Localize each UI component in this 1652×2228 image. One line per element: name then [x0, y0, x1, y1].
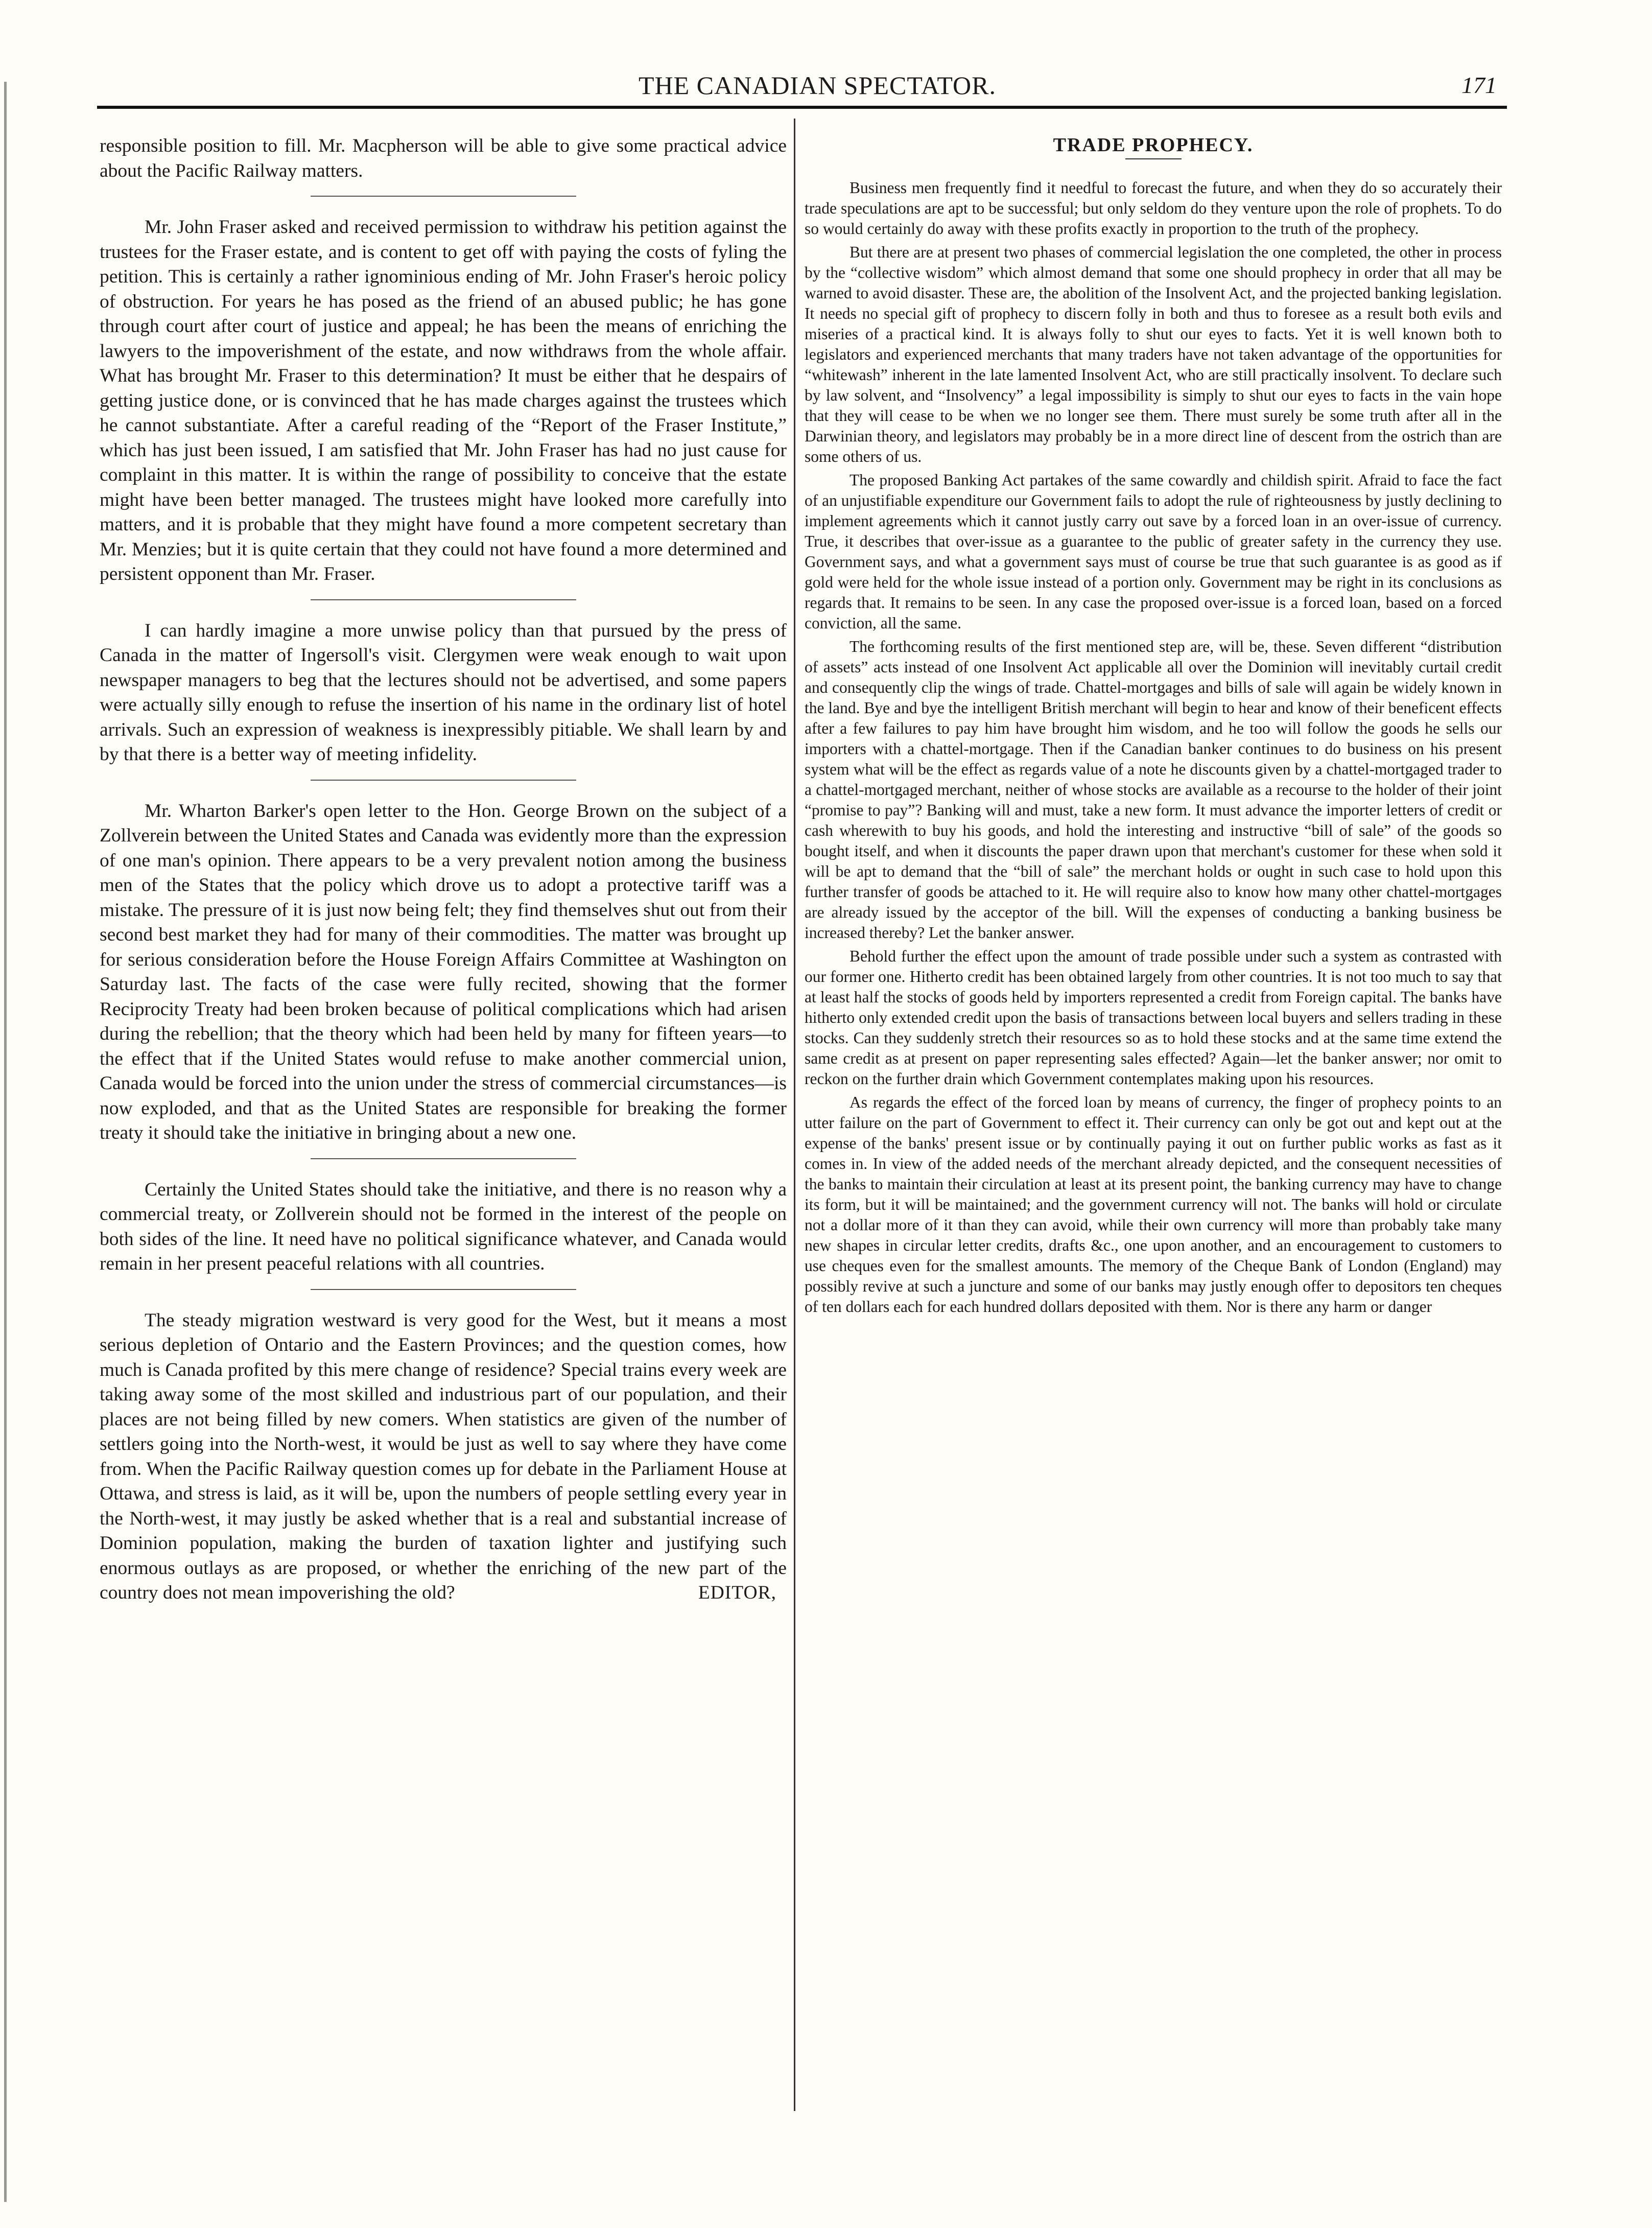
editorial-column: [100, 134, 787, 2106]
paragraph-continuation: responsible position to fill. Mr. Macpherson will be able to give some practical advice about the Pacific Railway matters.: [100, 135, 787, 181]
paragraph-forced-loan: As regards the effect of the forced loan by means of currency, the finger of prophecy points to an utter failure on the part of Government to effect it. Their currency can only be got out and kept out at the expense of the banks' present issue or by continually paying it out on further public works as fast as it comes in. In view of the added needs of the merchant already depicted, and the consequent necessities of the banks to maintain their circulation at least at its present point, the banking currency may have to change its form, but it will be maintained; and the government currency will not. The banks will hold or circulate not a dollar more of it than they can avoid, while their own currency will more than probably take many new shapes in circular letter credits, drafts &c., one upon another, and an encouragement to customers to use cheques even for the smallest amounts. The memory of the Cheque Bank of London (England) may possibly revive at such a juncture and some of our banks may justly enough offer to depositors ten cheques of ten dollars each for each hundred dollars deposited with them. Nor is there any harm or danger: [805, 1093, 1502, 1316]
binding-edge: [4, 82, 7, 2202]
paragraph-banking-act: The proposed Banking Act partakes of the same cowardly and childish spirit. Afraid to face the fact of an unjustifiable expenditure our Government fails to adopt the rule of righteousness by justly declining to implement agreements which it cannot justly carry out save by a forced loan in an over-issue of currency. True, it describes that over-issue as a guarantee to the public of greater safety in the currency they use. Government says, and what a government says must of course be true that such guarantee is as good as if gold were held for the whole issue instead of a portion only. Government may be right in its conclusions as regards that. It remains to be seen. In any case the proposed over-issue is a forced loan, based on a forced conviction, all the same.: [805, 471, 1502, 632]
paragraph-fraser-estate: Mr. John Fraser asked and received permission to withdraw his petition against the trustees for the Fraser estate, and is content to get off with paying the costs of fyling the petition. This is certainly a rather ignominious ending of Mr. John Fraser's heroic policy of obstruction. For years he has posed as the friend of an abused public; he has gone through court after court of justice and appeal; he has been the means of enriching the lawyers to the impoverishment of the estate, and now withdraws from the whole affair. What has brought Mr. Fraser to this determination? It must be either that he despairs of getting justice done, or is convinced that he has made charges against the trustees which he cannot substantiate. After a careful reading of the “Report of the Fraser Institute,” which has just been issued, I am satisfied that Mr. John Fraser has had no just cause for complaint in this matter. It is within the range of possibility to conceive that the estate might have been better managed. The trustees might have looked more carefully into matters, and it is probable that they might have found a more competent secretary than Mr. Menzies; but it is quite certain that they could not have found a more determined and persistent opponent than Mr. Fraser.: [100, 217, 787, 584]
paragraph-trade-effect: Behold further the effect upon the amount of trade possible under such a system as contrasted with our former one. Hitherto credit has been obtained largely from other countries. It is not too much to say that at least half the stocks of goods held by importers represented a credit from Foreign capital. The banks have hitherto only extended credit upon the basis of transactions between local buyers and sellers trading in these stocks. Can they suddenly stretch their resources so as to hold these stocks and at the same time extend the same credit as at present on paper representing sales effected? Again—let the banker answer; nor omit to reckon on the further drain which Government contemplates making upon his resources.: [805, 947, 1502, 1088]
paragraph-ingersoll-visit: I can hardly imagine a more unwise policy than that pursued by the press of Canada in the matter of Ingersoll's visit. Clergymen were weak enough to wait upon newspaper managers to beg that the lectures should not be advertised, and some papers were actually silly enough to refuse the insertion of his name in the ordinary list of hotel arrivals. Such an expression of weakness is inexpressibly pitiable. We shall learn by and by that there is a better way of meeting infidelity.: [100, 620, 787, 765]
section-separator: [311, 1289, 576, 1290]
paragraph-commercial-treaty: Certainly the United States should take the initiative, and there is no reason why a commercial treaty, or Zollverein should not be formed in the interest of the people on both sides of the line. It need have no political significance whatever, and Canada would remain in her present peaceful relations with all countries.: [100, 1179, 787, 1274]
paragraph-forthcoming-results: The forthcoming results of the first mentioned step are, will be, these. Seven different “distribution of assets” acts instead of one Insolvent Act applicable all over the Dominion will inevitably curtail credit and consequently clip the wings of trade. Chattel-mortgages and bills of sale will again be widely known in the land. Bye and bye the intelligent British merchant will begin to hear and know of their beneficent effects after a few failures to pay him have brought him wisdom, and he too will follow the goods he sells our importers with a chattel-mortgage. Then if the Canadian banker continues to do business on his present system what will be the effect as regards value of a note he discounts given by a chattel-mortgaged trader to a chattel-mortgaged merchant, neither of whose stocks are available as a recourse to the holder of their joint “promise to pay”? Banking will and must, take a new form. It must advance the importer letters of credit or cash wherewith to buy his goods, and hold the interesting and instructive “bill of sale” of the goods so bought itself, and when it discounts the paper drawn upon that merchant's customer for these when sold it will be apt to demand that the “bill of sale” the merchant holds or ought in such case to hold upon this further transfer of goods be attached to it. He will require also to know how many other chattel-mortgages are already issued by the acceptor of the bill. Will the expenses of conducting a banking business be increased thereby? Let the banker answer.: [805, 638, 1502, 942]
paragraph-westward-migration: [100, 1308, 787, 1606]
trade-prophecy-column: [805, 134, 1502, 2106]
title-rule: [1125, 158, 1182, 159]
header-rule: [97, 106, 1507, 109]
section-separator: [311, 1158, 576, 1159]
paragraph-forecast: Business men frequently find it needful to forecast the future, and when they do so accurately their trade speculations are apt to be successful; but only seldom do they venture upon the role of prophets. To do so would certainly do away with these profits exactly in proportion to the truth of the prophecy.: [805, 179, 1502, 238]
page-number: 171: [1461, 72, 1497, 98]
paragraph-zollverein-letter: Mr. Wharton Barker's open letter to the Hon. George Brown on the subject of a Zollverein between the United States and Canada was evidently more than the expression of one man's opinion. There appears to be a very prevalent notion among the business men of the States that the policy which drove us to adopt a protective tariff was a mistake. The pressure of it is just now being felt; they find themselves shut out from their second best market they had for many of their commodities. The matter was brought up for serious consideration before the House Foreign Affairs Committee at Washington on Saturday last. The facts of the case were fully recited, showing that the former Reciprocity Treaty had been broken because of political complications which had arisen during the rebellion; that the theory which had been held by many for fifteen years—to the effect that if the United States would refuse to make another commercial union, Canada would be forced into the union under the stress of commercial circumstances—is now exploded, and that as the United States are responsible for breaking the former treaty it should take the initiative in bringing about a new one.: [100, 800, 787, 1143]
section-separator: [311, 599, 576, 600]
section-separator: [311, 780, 576, 781]
editor-signoff: EDITOR,: [698, 1582, 776, 1603]
publication-title: THE CANADIAN SPECTATOR.: [638, 71, 997, 100]
migration-text: The steady migration westward is very good for the West, but it means a most serious depletion of Ontario and the Eastern Provinces; and the question comes, how much is Canada profited by this mere change of residence? Special trains every week are taking away some of the most skilled and industrious part of our population, and their places are not being filled by new comers. When statistics are given of the number of settlers going into the North-west, it would be just as well to say where they have come from. When the Pacific Railway question comes up for debate in the Parliament House at Ottawa, and stress is laid, as it will be, upon the numbers of people settling every year in the North-west, it may justly be asked whether that is a real and substantial increase of Dominion population, making the burden of taxation lighter and justifying such enormous outlays as are proposed, or whether the enriching of the new part of the country does not mean impoverishing the old?: [100, 1309, 787, 1603]
column-divider: [794, 119, 795, 2111]
section-separator: [311, 196, 576, 197]
section-title: TRADE PROPHECY.: [1053, 134, 1254, 156]
paragraph-legislation: But there are at present two phases of commercial legislation the one completed, the other in process by the “collective wisdom” which almost demand that some one should prophecy in order that all may be warned to avoid disaster. These are, the abolition of the Insolvent Act, and the projected banking legislation. It needs no special gift of prophecy to discern folly in both and thus to foresee as a result both evils and miseries of a practical kind. It is always folly to shut our eyes to facts. Yet it is well known both to legislators and experienced merchants that many traders have not taken advantage of the opportunities for “whitewash” inherent in the late lamented Insolvent Act, who are still practically insolvent. To declare such by law solvent, and “Insolvency” a legal impossibility is simply to shut our eyes to facts in the vain hope that they will cease to be when we no longer see them. There must surely be some truth after all in the Darwinian theory, and legislators may probably be in a more direct line of descent from the ostrich than are some others of us.: [805, 243, 1502, 465]
